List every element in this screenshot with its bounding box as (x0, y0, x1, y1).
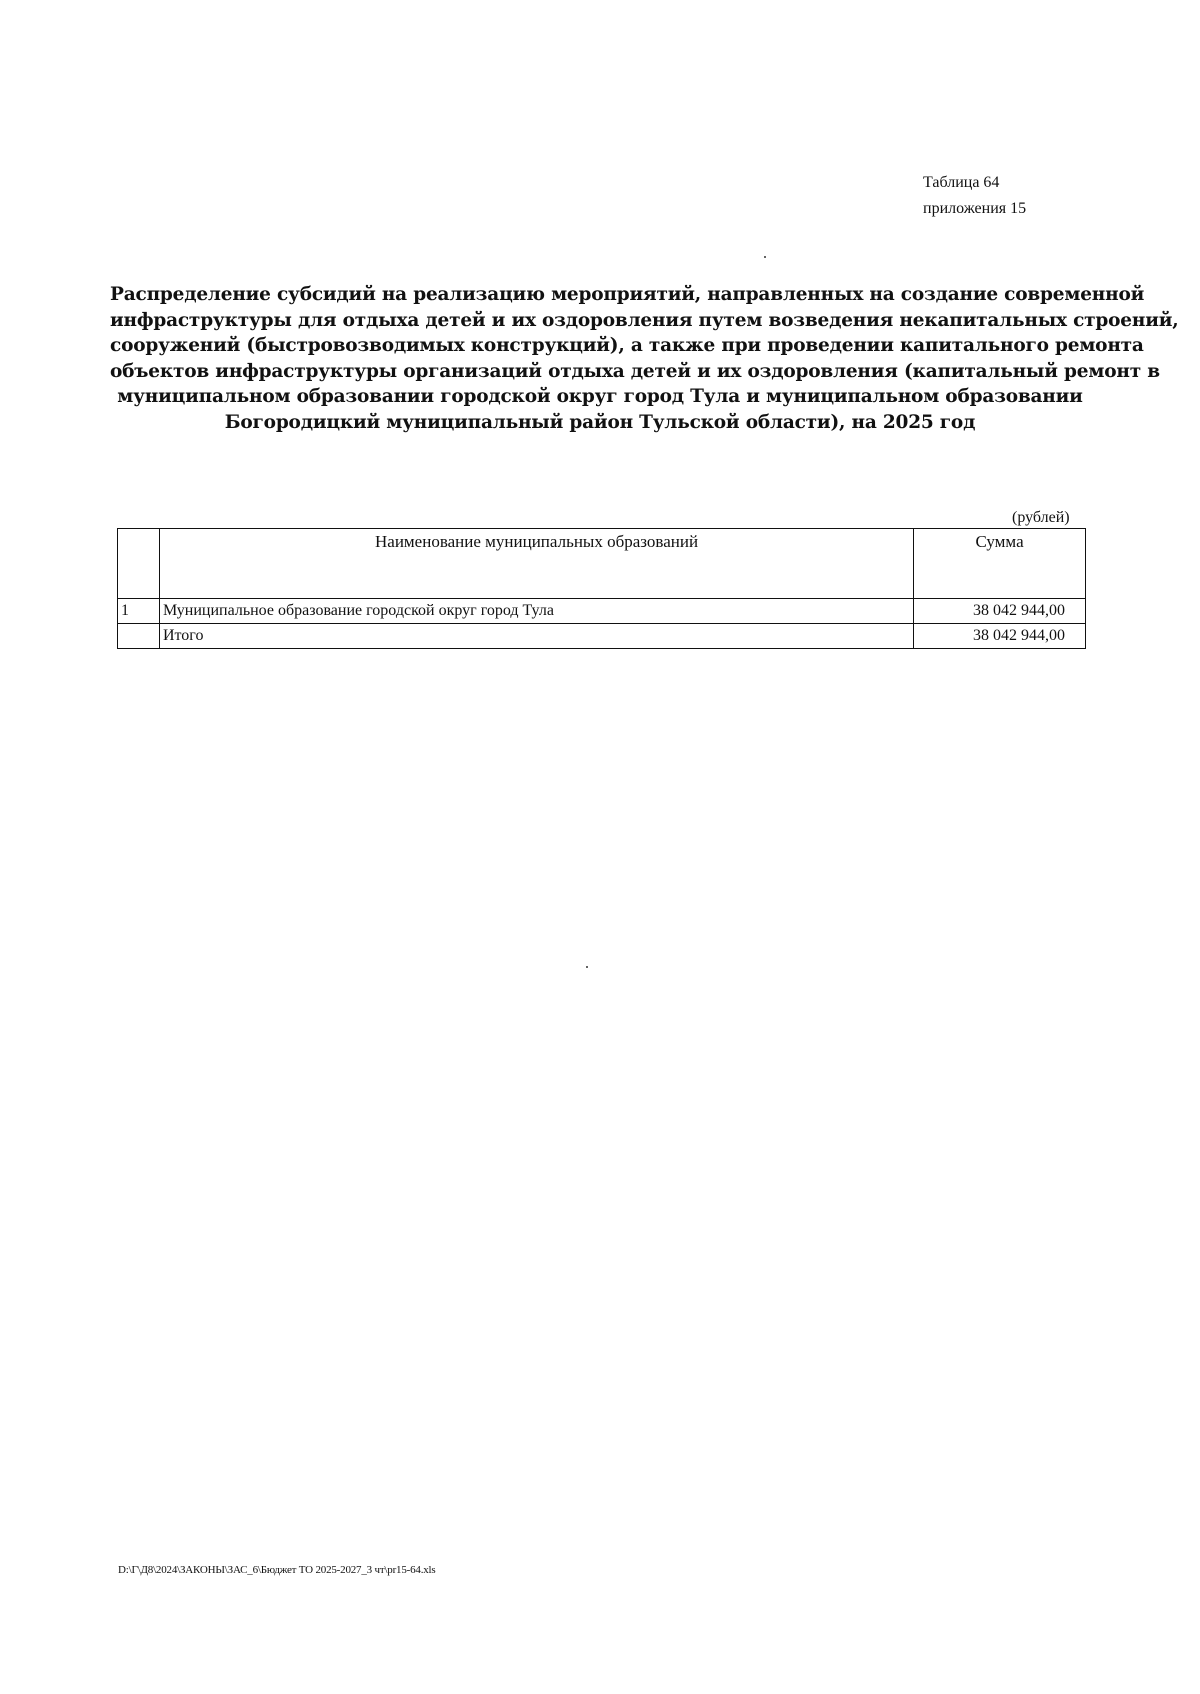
title-line: Распределение субсидий на реализацию мероприятий, направленных на создание современной (110, 284, 1145, 305)
header-sum: Сумма (914, 529, 1086, 599)
header-number (118, 529, 160, 599)
total-label: Итого (159, 624, 913, 649)
title-line: инфраструктуры для отдыха детей и их оздоровления путем возведения некапитальных строений, (110, 309, 1179, 331)
total-number (118, 624, 160, 649)
speck-mark (764, 256, 766, 258)
row-sum: 38 042 944,00 (914, 599, 1086, 624)
title-line: муниципальном образовании городской округ город Тула и муниципальном образовании (117, 386, 1083, 407)
title-line: Богородицкий муниципальный район Тульской области), на 2025 год (224, 411, 976, 433)
row-number: 1 (118, 599, 160, 624)
table-reference (923, 170, 1026, 222)
table-number: Таблица 64 (923, 174, 1000, 191)
subsidy-table (117, 528, 1086, 649)
file-path-footer: D:\Г\Д8\2024\ЗАКОНЫ\ЗАС_6\Бюджет ТО 2025-2027_3 чт\pr15-64.xls (118, 1564, 436, 1576)
speck-mark (586, 966, 588, 968)
table-row (118, 599, 1086, 624)
row-name: Муниципальное образование городской округ город Тула (159, 599, 913, 624)
title-line: объектов инфраструктуры организаций отдыха детей и их оздоровления (капитальный ремонт в (110, 360, 1160, 382)
total-row (118, 624, 1086, 649)
total-sum: 38 042 944,00 (914, 624, 1086, 649)
document-title (110, 282, 1179, 435)
appendix-number: приложения 15 (923, 200, 1027, 217)
units-label: (рублей) (1012, 509, 1070, 526)
table-header-row (118, 529, 1086, 599)
header-name: Наименование муниципальных образований (159, 529, 913, 599)
title-line: сооружений (быстровозводимых конструкций), а также при проведении капитального ремонта (110, 335, 1144, 356)
